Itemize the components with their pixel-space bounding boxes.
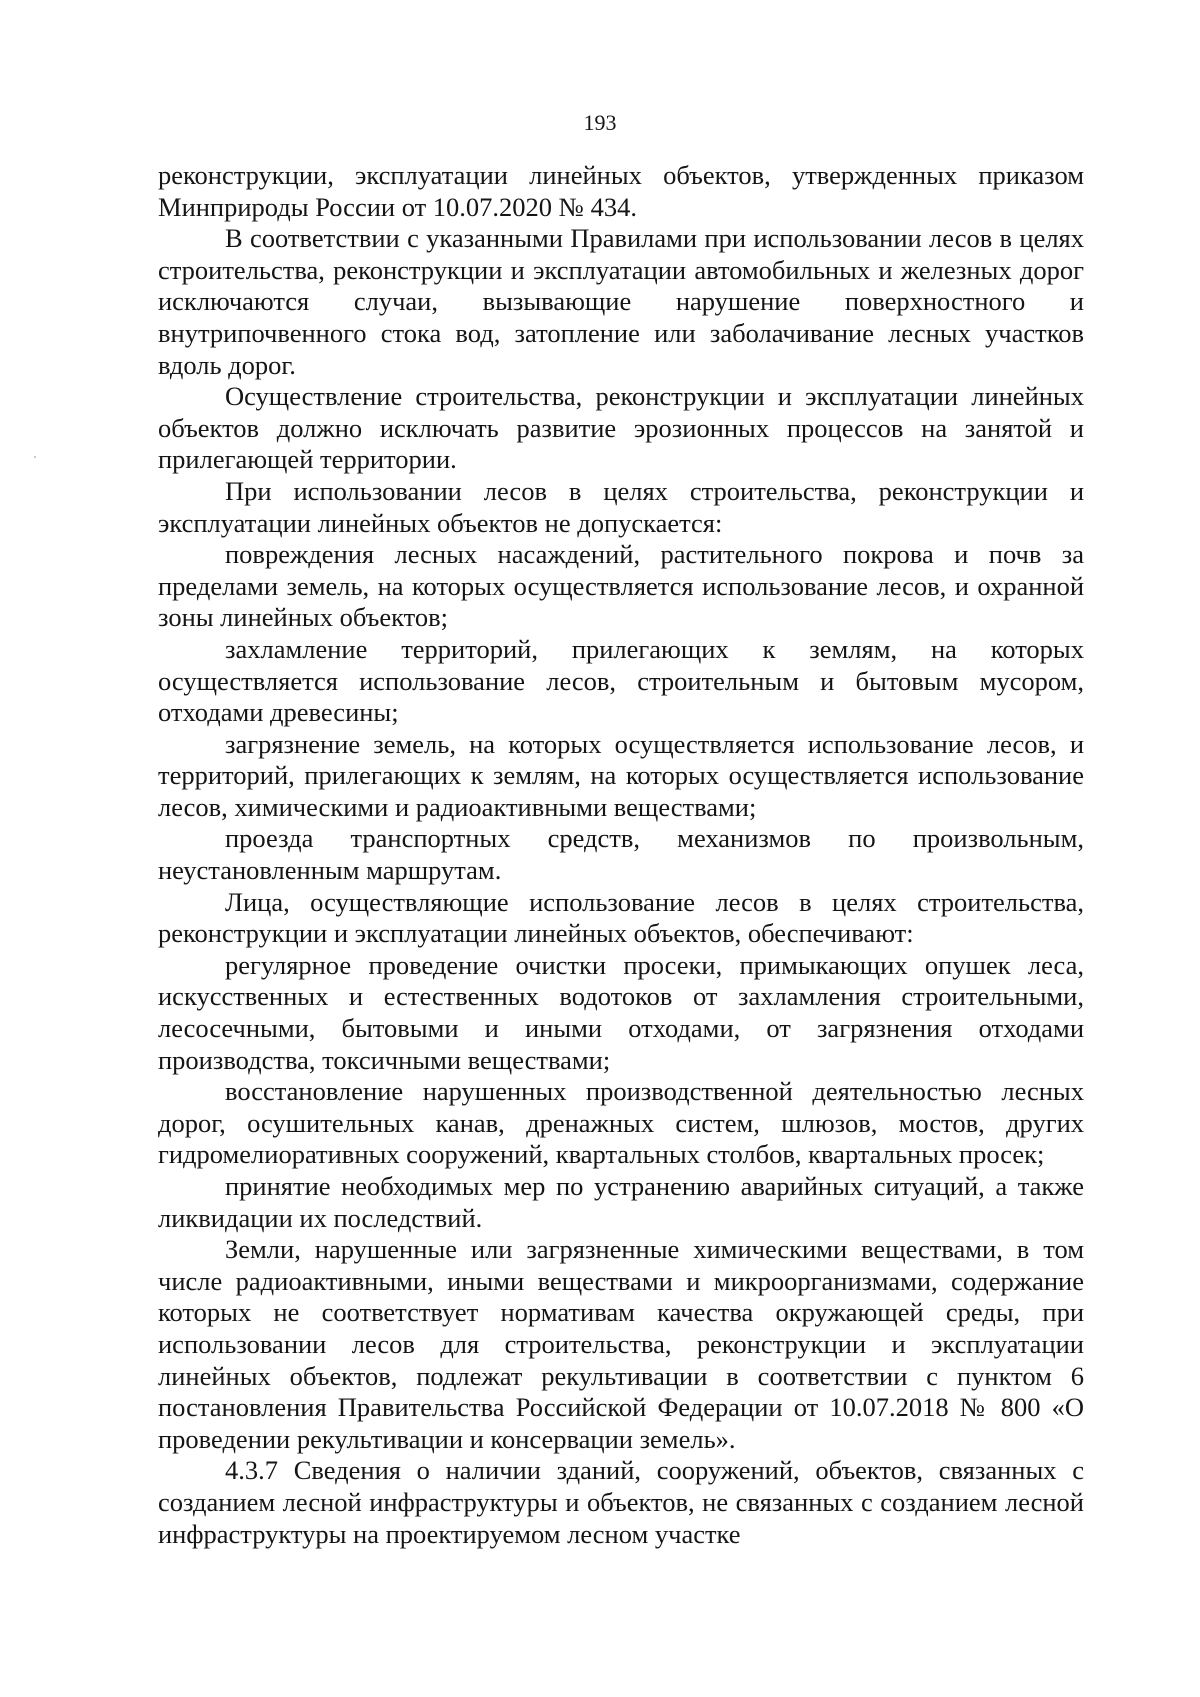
list-item-1: повреждения лесных насаждений, растительного покрова и почв за пределами земель, на которых осуществляется использование лесов, и охранной зоны линейных объектов; [158,539,1084,633]
list-item-3: загрязнение земель, на которых осуществляется использование лесов, и территорий, прилегающих к землям, на которых осуществляется использование лесов, химическими и радиоактивными веществами; [158,728,1084,822]
list-item-6: восстановление нарушенных производственной деятельностью лесных дорог, осушительных канав, дренажных систем, шлюзов, мостов, других гидромелиоративных сооружений, квартальных столбов, квартальных просек; [158,1076,1084,1170]
list-item-4: проезда транспортных средств, механизмов по произвольным, неустановленным маршрутам. [158,823,1084,886]
paragraph-5: Лица, осуществляющие использование лесов в целях строительства, реконструкции и эксплуатации линейных объектов, обеспечивают: [158,886,1084,949]
page-number: 193 [583,110,617,135]
document-body [158,160,1084,1550]
list-item-2: захламление территорий, прилегающих к землям, на которых осуществляется использование лесов, строительным и бытовым мусором, отходами древесины; [158,633,1084,728]
list-item-7: принятие необходимых мер по устранению аварийных ситуаций, а также ликвидации их последствий. [158,1171,1084,1233]
paragraph-4: При использовании лесов в целях строительства, реконструкции и эксплуатации линейных объектов не допускается: [158,475,1084,538]
paragraph-3: Осуществление строительства, реконструкции и эксплуатации линейных объектов должно исключать развитие эрозионных процессов на занятой и прилегающей территории. [158,381,1084,475]
paragraph-6: Земли, нарушенные или загрязненные химическими веществами, в том числе радиоактивными, иными веществами и микроорганизмами, содержание которых не соответствует нормативам качества окружающей среды, при использовании лесов для строительства, реконструкции и эксплуатации линейных объектов, подлежат рекультивации в соответствии с пунктом 6 постановления Правительства Российской Федерации от 10.07.2018 № 800 «О проведении рекультивации и консервации земель». [158,1234,1084,1454]
paragraph-1: реконструкции, эксплуатации линейных объектов, утвержденных приказом Минприроды России от 10.07.2020 № 434. [158,160,1084,222]
section-heading-4-3-7: 4.3.7 Сведения о наличии зданий, сооружений, объектов, связанных с созданием лесной инфраструктуры и объектов, не связанных с созданием лесной инфраструктуры на проектируемом лесном участке [158,1455,1084,1549]
scan-speck [34,456,36,458]
list-item-5: регулярное проведение очистки просеки, примыкающих опушек леса, искусственных и естественных водотоков от захламления строительными, лесосечными, бытовыми и иными отходами, от загрязнения отходами производства, токсичными веществами; [158,949,1084,1075]
paragraph-2: В соответствии с указанными Правилами при использовании лесов в целях строительства, реконструкции и эксплуатации автомобильных и железных дорог исключаются случаи, вызывающие нарушение поверхностного и внутрипочвенного стока вод, затопление или заболачивание лесных участков вдоль дорог. [158,223,1084,380]
